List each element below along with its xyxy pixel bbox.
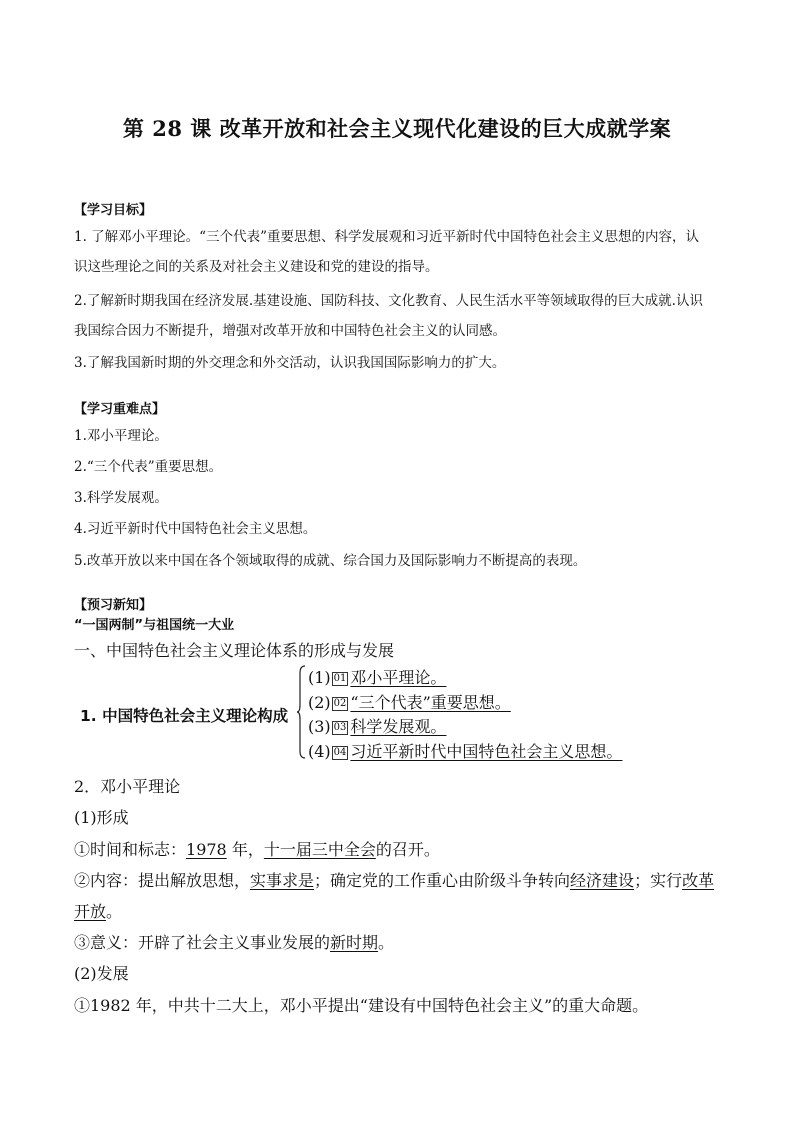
year-answer: 1978 (186, 840, 227, 859)
content-line-1 (74, 868, 714, 891)
preview-heading: 【预习新知】 (74, 598, 153, 613)
content-text-g: 。 (106, 902, 123, 921)
time-label: ①时间和标志： (74, 840, 187, 859)
goal-2-line-1: 2.了解新时期我国在经济发展.基建设施、国防科技、文化教育、人民生活水平等领域取得的巨大成就.认识 (74, 293, 703, 309)
theory-item (308, 739, 622, 762)
keypoint-item: 1.邓小平理论。 (74, 428, 168, 444)
number-box: 03 (333, 722, 347, 733)
theory-item-text: “三个代表”重要思想。 (350, 693, 511, 712)
theory-item-text: 邓小平理论。 (350, 668, 447, 687)
development-heading: (2)发展 (74, 964, 129, 983)
content-label: ②内容：提出解放思想， (74, 871, 251, 890)
content-text-d: ；实行 (634, 871, 683, 890)
keypoint-item: 2.“三个代表”重要思想。 (74, 459, 223, 475)
time-mid: 年， (226, 840, 264, 859)
content-answer-e: 改革 (682, 871, 715, 890)
page-title: 第 28 课 改革开放和社会主义现代化建设的巨大成就学案 (122, 116, 672, 141)
content-line-2 (74, 899, 122, 922)
theory-item-prefix: (2) (308, 693, 331, 712)
event-answer: 十一届三中全会 (263, 840, 376, 859)
goal-2-line-2: 我国综合因力不断提升，增强对改革开放和中国特色社会主义的认同感。 (74, 323, 506, 339)
number-box: 01 (333, 673, 347, 684)
meaning-label: ③意义：开辟了社会主义事业发展的 (74, 933, 331, 952)
goal-1-line-2: 识这些理论之间的关系及对社会主义建设和党的建设的指导。 (74, 259, 439, 275)
keypoint-item: 4.习近平新时代中国特色社会主义思想。 (74, 521, 317, 537)
formation-heading: (1)形成 (74, 808, 129, 827)
number-box: 04 (333, 747, 347, 758)
meaning-end: 。 (378, 933, 395, 952)
goals-heading: 【学习目标】 (74, 203, 153, 218)
meaning-line (74, 930, 394, 953)
section-2-heading: 2．邓小平理论 (74, 777, 181, 796)
development-item-1: ①1982 年，中共十二大上，邓小平提出“建设有中国特色社会主义”的重大命题。 (74, 996, 649, 1015)
theory-item-text: 科学发展观。 (350, 717, 447, 736)
goal-3: 3.了解我国新时期的外交理念和外交活动，认识我国国际影响力的扩大。 (74, 355, 506, 371)
content-answer-a: 实事求是 (250, 871, 315, 890)
number-box: 02 (333, 698, 347, 709)
meaning-answer: 新时期 (330, 933, 379, 952)
keypoint-item: 5.改革开放以来中国在各个领域取得的成就、综合国力及国际影响力不断提高的表现。 (74, 553, 587, 569)
theory-item-prefix: (1) (308, 668, 331, 687)
theory-item (308, 690, 511, 713)
section-1-heading: 一、中国特色社会主义理论体系的形成与发展 (74, 641, 395, 660)
theory-item-text: 习近平新时代中国特色社会主义思想。 (350, 742, 623, 761)
keypoints-heading: 【学习重难点】 (74, 402, 166, 417)
time-line (74, 837, 440, 860)
goal-1-line-1: 1. 了解邓小平理论。“三个代表”重要思想、科学发展观和习近平新时代中国特色社会主义思想的内容，认 (74, 229, 699, 245)
content-answer-c: 经济建设 (570, 871, 635, 890)
keypoint-item: 3.科学发展观。 (74, 490, 168, 506)
time-end: 的召开。 (375, 840, 440, 859)
theory-diagram-label: 1. 中国特色社会主义理论构成 (80, 707, 289, 725)
theory-item-prefix: (3) (308, 717, 331, 736)
content-answer-f: 开放 (74, 902, 107, 921)
theory-item (308, 714, 446, 737)
brace-icon (296, 665, 306, 759)
theory-item-prefix: (4) (308, 742, 331, 761)
preview-subheading: “一国两制”与祖国统一大业 (74, 618, 235, 633)
theory-item (308, 665, 446, 688)
content-text-b: ；确定党的工作重心由阶级斗争转向 (314, 871, 571, 890)
